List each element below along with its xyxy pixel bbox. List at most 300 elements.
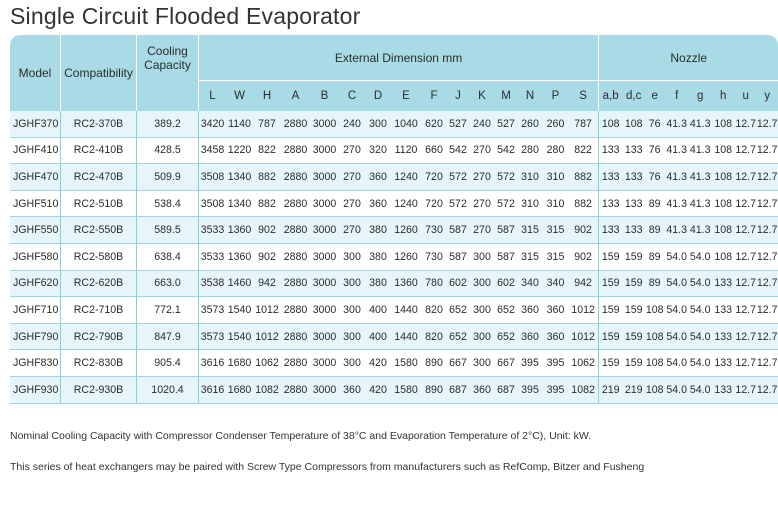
header-dim-c: C	[339, 80, 365, 111]
table-cell: 108	[645, 297, 664, 324]
table-cell: 3000	[310, 271, 339, 298]
table-cell: 54.0	[664, 244, 689, 271]
header-dim-l: L	[198, 80, 226, 111]
table-cell: 1012	[568, 324, 598, 351]
table-cell: 270	[469, 138, 495, 165]
table-cell: 902	[568, 244, 598, 271]
cell-compatibility: RC2-710B	[60, 297, 136, 324]
table-cell: 12.7	[756, 350, 778, 377]
table-cell: 890	[421, 377, 447, 404]
table-cell: 133	[711, 377, 735, 404]
table-cell: 652	[495, 297, 517, 324]
table-cell: 54.0	[689, 377, 711, 404]
table-cell: 527	[495, 111, 517, 138]
table-cell: 240	[339, 111, 365, 138]
table-cell: 76	[645, 111, 664, 138]
table-cell: 12.7	[735, 377, 756, 404]
table-cell: 822	[253, 138, 281, 165]
cell-cooling-capacity: 389.2	[136, 111, 198, 138]
table-cell: 1120	[391, 138, 421, 165]
table-cell: 12.7	[735, 350, 756, 377]
table-cell: 787	[568, 111, 598, 138]
table-cell: 108	[598, 111, 622, 138]
table-cell: 159	[622, 297, 645, 324]
spec-table	[10, 35, 778, 404]
table-cell: 822	[568, 138, 598, 165]
table-cell: 3538	[198, 271, 226, 298]
cell-model: JGHF620	[10, 271, 60, 298]
table-cell: 310	[517, 191, 543, 218]
footnote-compressor-pairing: This series of heat exchangers may be paired with Screw Type Compressors from manufacturers such as RefComp, Bitzer and Fusheng	[10, 461, 645, 473]
header-external-dimension: External Dimension mm	[198, 35, 598, 80]
table-cell: 280	[543, 138, 568, 165]
table-cell: 300	[339, 350, 365, 377]
table-cell: 41.3	[689, 217, 711, 244]
table-cell: 76	[645, 164, 664, 191]
cell-compatibility: RC2-790B	[60, 324, 136, 351]
table-cell: 3000	[310, 244, 339, 271]
table-cell: 159	[598, 297, 622, 324]
table-cell: 41.3	[689, 164, 711, 191]
table-cell: 300	[469, 271, 495, 298]
table-cell: 3000	[310, 350, 339, 377]
table-cell: 1140	[226, 111, 253, 138]
table-cell: 1540	[226, 324, 253, 351]
table-cell: 2880	[281, 111, 310, 138]
table-cell: 12.7	[756, 324, 778, 351]
table-cell: 2880	[281, 217, 310, 244]
table-cell: 270	[339, 138, 365, 165]
table-cell: 667	[447, 350, 469, 377]
table-cell: 572	[495, 191, 517, 218]
cell-model: JGHF410	[10, 138, 60, 165]
table-cell: 300	[365, 111, 391, 138]
table-cell: 1440	[391, 324, 421, 351]
table-row	[10, 138, 778, 165]
cell-compatibility: RC2-620B	[60, 271, 136, 298]
header-nozzle-g: g	[689, 80, 711, 111]
table-cell: 787	[253, 111, 281, 138]
footnote-cooling-capacity: Nominal Cooling Capacity with Compressor Condenser Temperature of 38°C and Evaporation Temperature of 2°C), Unit: kW.	[10, 430, 592, 442]
table-cell: 300	[339, 271, 365, 298]
table-cell: 89	[645, 271, 664, 298]
cell-compatibility: RC2-550B	[60, 217, 136, 244]
table-cell: 133	[598, 191, 622, 218]
table-cell: 240	[469, 111, 495, 138]
table-cell: 395	[543, 350, 568, 377]
table-cell: 260	[517, 111, 543, 138]
cell-model: JGHF470	[10, 164, 60, 191]
table-cell: 1012	[253, 324, 281, 351]
cell-compatibility: RC2-410B	[60, 138, 136, 165]
table-cell: 2880	[281, 191, 310, 218]
table-cell: 395	[543, 377, 568, 404]
table-cell: 902	[253, 217, 281, 244]
table-cell: 360	[469, 377, 495, 404]
table-cell: 587	[447, 244, 469, 271]
table-cell: 942	[568, 271, 598, 298]
table-cell: 108	[711, 111, 735, 138]
table-cell: 1260	[391, 217, 421, 244]
table-cell: 1340	[226, 164, 253, 191]
table-cell: 300	[469, 324, 495, 351]
table-cell: 12.7	[735, 271, 756, 298]
table-cell: 108	[711, 217, 735, 244]
cell-model: JGHF370	[10, 111, 60, 138]
header-dim-a: A	[281, 80, 310, 111]
table-cell: 54.0	[664, 297, 689, 324]
header-nozzle-e: e	[645, 80, 664, 111]
table-cell: 310	[543, 164, 568, 191]
table-cell: 41.3	[664, 217, 689, 244]
table-cell: 3000	[310, 111, 339, 138]
table-cell: 159	[598, 271, 622, 298]
table-cell: 54.0	[664, 350, 689, 377]
cell-cooling-capacity: 538.4	[136, 191, 198, 218]
header-dim-f: F	[421, 80, 447, 111]
table-cell: 380	[365, 217, 391, 244]
header-capacity-blank	[136, 80, 198, 111]
table-cell: 3533	[198, 244, 226, 271]
table-cell: 720	[421, 164, 447, 191]
table-cell: 360	[365, 164, 391, 191]
table-cell: 1580	[391, 377, 421, 404]
table-cell: 3616	[198, 377, 226, 404]
table-cell: 360	[365, 191, 391, 218]
table-cell: 270	[469, 191, 495, 218]
table-cell: 270	[469, 164, 495, 191]
table-cell: 300	[469, 244, 495, 271]
table-cell: 260	[543, 111, 568, 138]
cell-model: JGHF790	[10, 324, 60, 351]
table-cell: 133	[711, 324, 735, 351]
table-row	[10, 217, 778, 244]
header-cooling-capacity: Cooling Capacity	[136, 35, 198, 80]
table-cell: 890	[421, 350, 447, 377]
table-cell: 2880	[281, 297, 310, 324]
table-cell: 3533	[198, 217, 226, 244]
cell-cooling-capacity: 428.5	[136, 138, 198, 165]
table-cell: 1012	[253, 297, 281, 324]
table-cell: 340	[543, 271, 568, 298]
table-row	[10, 297, 778, 324]
table-cell: 300	[469, 350, 495, 377]
table-cell: 820	[421, 297, 447, 324]
cell-model: JGHF930	[10, 377, 60, 404]
table-cell: 400	[365, 297, 391, 324]
table-header	[10, 35, 778, 111]
cell-cooling-capacity: 589.5	[136, 217, 198, 244]
table-cell: 3508	[198, 191, 226, 218]
table-cell: 3000	[310, 377, 339, 404]
table-cell: 730	[421, 217, 447, 244]
table-cell: 12.7	[756, 297, 778, 324]
table-cell: 660	[421, 138, 447, 165]
table-cell: 300	[339, 297, 365, 324]
table-cell: 3000	[310, 217, 339, 244]
table-cell: 89	[645, 217, 664, 244]
table-cell: 687	[447, 377, 469, 404]
table-cell: 12.7	[756, 377, 778, 404]
header-dim-h: H	[253, 80, 281, 111]
table-cell: 12.7	[735, 297, 756, 324]
table-row	[10, 271, 778, 298]
table-cell: 1340	[226, 191, 253, 218]
table-cell: 12.7	[756, 138, 778, 165]
header-model: Model	[10, 35, 60, 111]
table-cell: 133	[622, 217, 645, 244]
table-cell: 2880	[281, 377, 310, 404]
table-cell: 942	[253, 271, 281, 298]
cell-cooling-capacity: 1020.4	[136, 377, 198, 404]
table-cell: 3573	[198, 324, 226, 351]
table-cell: 12.7	[756, 217, 778, 244]
table-cell: 159	[598, 350, 622, 377]
table-cell: 1360	[226, 244, 253, 271]
table-cell: 89	[645, 244, 664, 271]
table-cell: 315	[543, 217, 568, 244]
table-cell: 76	[645, 138, 664, 165]
table-cell: 420	[365, 377, 391, 404]
table-cell: 1082	[253, 377, 281, 404]
table-cell: 542	[495, 138, 517, 165]
table-cell: 1082	[568, 377, 598, 404]
table-cell: 133	[622, 164, 645, 191]
table-row	[10, 164, 778, 191]
table-body	[10, 111, 778, 404]
table-cell: 159	[622, 350, 645, 377]
header-dim-s: S	[568, 80, 598, 111]
cell-compatibility: RC2-580B	[60, 244, 136, 271]
cell-compatibility: RC2-830B	[60, 350, 136, 377]
table-cell: 1040	[391, 111, 421, 138]
table-cell: 420	[365, 350, 391, 377]
table-cell: 300	[339, 244, 365, 271]
table-cell: 1062	[568, 350, 598, 377]
table-cell: 108	[711, 244, 735, 271]
table-cell: 902	[568, 217, 598, 244]
table-cell: 108	[711, 138, 735, 165]
table-cell: 2880	[281, 324, 310, 351]
cell-cooling-capacity: 847.9	[136, 324, 198, 351]
table-cell: 652	[447, 297, 469, 324]
table-cell: 1460	[226, 271, 253, 298]
table-cell: 1360	[391, 271, 421, 298]
table-cell: 219	[598, 377, 622, 404]
header-nozzle-f: f	[664, 80, 689, 111]
table-cell: 12.7	[756, 244, 778, 271]
table-cell: 2880	[281, 138, 310, 165]
table-cell: 108	[645, 350, 664, 377]
table-cell: 320	[365, 138, 391, 165]
table-cell: 41.3	[689, 138, 711, 165]
table-cell: 108	[711, 164, 735, 191]
table-cell: 12.7	[756, 111, 778, 138]
table-cell: 12.7	[735, 217, 756, 244]
cell-compatibility: RC2-930B	[60, 377, 136, 404]
table-cell: 360	[339, 377, 365, 404]
table-cell: 1540	[226, 297, 253, 324]
table-cell: 2880	[281, 164, 310, 191]
table-cell: 2880	[281, 350, 310, 377]
table-cell: 300	[469, 297, 495, 324]
table-cell: 12.7	[756, 271, 778, 298]
table-cell: 360	[517, 324, 543, 351]
cell-model: JGHF710	[10, 297, 60, 324]
table-cell: 620	[421, 111, 447, 138]
table-cell: 3000	[310, 164, 339, 191]
table-cell: 1240	[391, 164, 421, 191]
cell-model: JGHF580	[10, 244, 60, 271]
table-cell: 54.0	[689, 350, 711, 377]
header-dim-w: W	[226, 80, 253, 111]
table-cell: 340	[517, 271, 543, 298]
cell-cooling-capacity: 772.1	[136, 297, 198, 324]
cell-compatibility: RC2-510B	[60, 191, 136, 218]
table-cell: 300	[339, 324, 365, 351]
table-cell: 159	[622, 271, 645, 298]
table-cell: 395	[517, 350, 543, 377]
table-cell: 527	[447, 111, 469, 138]
table-cell: 270	[469, 217, 495, 244]
table-cell: 652	[495, 324, 517, 351]
table-cell: 1440	[391, 297, 421, 324]
table-cell: 54.0	[689, 244, 711, 271]
page-title: Single Circuit Flooded Evaporator	[10, 3, 361, 29]
header-dim-k: K	[469, 80, 495, 111]
header-nozzle-d-c: d,c	[622, 80, 645, 111]
table-cell: 315	[517, 217, 543, 244]
table-row	[10, 377, 778, 404]
cell-cooling-capacity: 663.0	[136, 271, 198, 298]
table-cell: 12.7	[735, 164, 756, 191]
table-cell: 902	[253, 244, 281, 271]
table-cell: 133	[598, 138, 622, 165]
table-cell: 133	[598, 217, 622, 244]
table-row	[10, 191, 778, 218]
table-cell: 41.3	[664, 111, 689, 138]
table-cell: 133	[598, 164, 622, 191]
table-cell: 41.3	[689, 111, 711, 138]
cell-compatibility: RC2-370B	[60, 111, 136, 138]
table-cell: 587	[447, 217, 469, 244]
header-nozzle-a-b: a,b	[598, 80, 622, 111]
table-cell: 54.0	[664, 271, 689, 298]
table-cell: 315	[517, 244, 543, 271]
header-nozzle-y: y	[756, 80, 778, 111]
table-cell: 602	[495, 271, 517, 298]
table-cell: 270	[339, 191, 365, 218]
table-cell: 89	[645, 191, 664, 218]
table-cell: 12.7	[735, 138, 756, 165]
cell-cooling-capacity: 509.9	[136, 164, 198, 191]
table-cell: 3458	[198, 138, 226, 165]
table-cell: 882	[253, 164, 281, 191]
table-cell: 587	[495, 244, 517, 271]
table-row	[10, 244, 778, 271]
cell-model: JGHF550	[10, 217, 60, 244]
table-cell: 1580	[391, 350, 421, 377]
table-cell: 280	[517, 138, 543, 165]
table-cell: 133	[711, 297, 735, 324]
table-cell: 41.3	[664, 138, 689, 165]
table-cell: 108	[711, 191, 735, 218]
cell-model: JGHF830	[10, 350, 60, 377]
cell-cooling-capacity: 638.4	[136, 244, 198, 271]
table-cell: 12.7	[756, 164, 778, 191]
header-dim-p: P	[543, 80, 568, 111]
table-cell: 820	[421, 324, 447, 351]
header-nozzle-h: h	[711, 80, 735, 111]
table-cell: 3508	[198, 164, 226, 191]
header-compatibility: Compatibility	[60, 35, 136, 111]
spec-table-container	[10, 35, 778, 405]
table-cell: 159	[598, 324, 622, 351]
table-cell: 360	[543, 324, 568, 351]
table-cell: 3573	[198, 297, 226, 324]
table-cell: 3616	[198, 350, 226, 377]
table-cell: 270	[339, 164, 365, 191]
table-row	[10, 350, 778, 377]
table-cell: 3000	[310, 138, 339, 165]
table-cell: 54.0	[689, 324, 711, 351]
table-cell: 572	[447, 164, 469, 191]
table-cell: 159	[622, 244, 645, 271]
table-cell: 12.7	[735, 191, 756, 218]
table-cell: 315	[543, 244, 568, 271]
table-cell: 360	[543, 297, 568, 324]
table-cell: 720	[421, 191, 447, 218]
table-cell: 41.3	[664, 164, 689, 191]
header-dim-d: D	[365, 80, 391, 111]
table-cell: 1012	[568, 297, 598, 324]
table-cell: 652	[447, 324, 469, 351]
table-cell: 380	[365, 244, 391, 271]
header-dim-e: E	[391, 80, 421, 111]
table-cell: 159	[598, 244, 622, 271]
table-cell: 12.7	[735, 324, 756, 351]
table-cell: 380	[365, 271, 391, 298]
table-cell: 2880	[281, 244, 310, 271]
table-cell: 400	[365, 324, 391, 351]
table-cell: 133	[711, 350, 735, 377]
cell-cooling-capacity: 905.4	[136, 350, 198, 377]
table-cell: 1220	[226, 138, 253, 165]
header-nozzle-u: u	[735, 80, 756, 111]
table-cell: 54.0	[689, 271, 711, 298]
table-cell: 3000	[310, 191, 339, 218]
table-cell: 310	[543, 191, 568, 218]
table-cell: 219	[622, 377, 645, 404]
table-cell: 159	[622, 324, 645, 351]
cell-compatibility: RC2-470B	[60, 164, 136, 191]
table-cell: 1680	[226, 377, 253, 404]
table-cell: 667	[495, 350, 517, 377]
table-cell: 108	[622, 111, 645, 138]
header-dim-b: B	[310, 80, 339, 111]
table-cell: 133	[622, 138, 645, 165]
table-cell: 3420	[198, 111, 226, 138]
table-cell: 1680	[226, 350, 253, 377]
header-nozzle: Nozzle	[598, 35, 778, 80]
header-dim-m: M	[495, 80, 517, 111]
table-cell: 882	[568, 164, 598, 191]
table-cell: 310	[517, 164, 543, 191]
table-cell: 780	[421, 271, 447, 298]
table-row	[10, 111, 778, 138]
table-cell: 730	[421, 244, 447, 271]
table-cell: 3000	[310, 324, 339, 351]
